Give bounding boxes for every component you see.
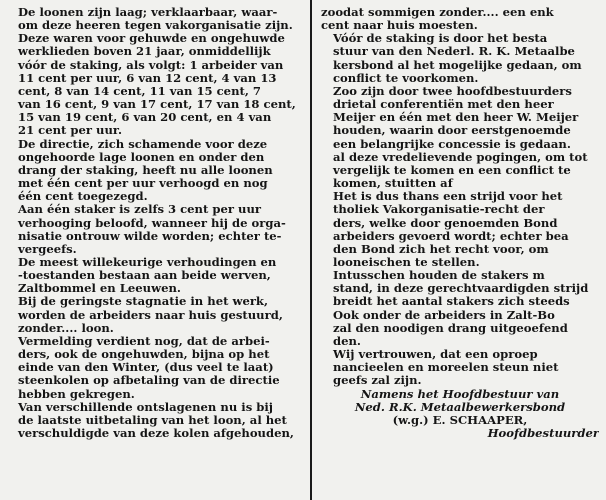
signature-line-3: (w.g.) E. SCHAAPER,: [392, 413, 528, 427]
paragraph-directie: De directie, zich schamende voor deze ongehoorde lage loonen en onder den drang der staking, heeft nu alle loonen met één cent per uur verhoogd en nog één cent toegezegd.: [18, 137, 273, 204]
column-divider: [310, 0, 312, 500]
paragraph-staker: Aan één staker is zelfs 3 cent per uur verhooging beloofd, wanneer hij de orga- nisatie ontrouw wilde worden; echter te- vergeefs.: [18, 203, 286, 256]
paragraph-zoodat: zoodat sommigen zonder.... een enk cent naar huis moesten.: [321, 6, 554, 33]
paragraph-strijd: Het is dus thans een strijd voor het tholiek Vakorganisatie-recht der ders, welke door genoemden Bond arbeiders gevoerd wordt; echter bea den Bond zich het recht voor, om looneischen te stellen.: [333, 190, 569, 269]
paragraph-vermelding: Vermelding verdient nog, dat de arbei- ders, ook de ongehuwden, bijna op het einde van den Winter, (dus veel te laat) steenkolen op afbetaling van de directie hebben gekregen.: [18, 334, 280, 401]
paragraph-intusschen: Intusschen houden de stakers m stand, in deze gerechtvaardigden strijd breidt het aantal stakers zich steeds: [333, 269, 589, 309]
paragraph-verhoudingen: De meest willekeurige verhoudingen en -toestanden bestaan aan beide werven, Zaltbommel en Leeuwen.: [18, 255, 277, 296]
paragraph-conferenties: Zoo zijn door twee hoofdbestuurders drietal conferentiën met den heer Meijer en één met den heer W. Meijer houden, waarin door eerstgenoemde een belangrijke concessie is gedaan. al deze vredelievende pogingen, om tot vergelijk te komen en een conflict te komen, stuitten af: [333, 84, 588, 191]
paragraph-loonen: De loonen zijn laag; verklaarbaar, waar- om deze heeren tegen vakorganisatie zijn. Deze waren voor gehuwde en ongehuwde werklieden boven 21 jaar, onmiddellijk vóór de staking, als volgt: 1 arbeider van 11 cent per uur, 6 van 12 cent, 4 van 13 cent, 8 van 14 cent, 11 van 15 cent, 7 van 16 cent, 9 van 17 cent, 17 van 18 cent, 15 van 19 cent, 6 van 20 cent, en 4 van 21 cent per uur.: [18, 6, 296, 138]
paragraph-zaltbommel: Ook onder de arbeiders in Zalt-Bo zal den noodigen drang uitgeoefend den.: [333, 308, 568, 348]
right-column: [321, 6, 599, 440]
paragraph-ontslagenen: Van verschillende ontslagenen nu is bij de laatste uitbetaling van het loon, al het verschuldigde van deze kolen afgehouden,: [18, 400, 294, 440]
signature-line-4: Hoofdbestuurder: [487, 427, 599, 440]
left-column: [6, 6, 302, 440]
paragraph-vertrouwen: Wij vertrouwen, dat een oproep nancieelen en moreelen steun niet geefs zal zijn.: [333, 348, 559, 388]
paragraph-staking-bestuur: Vóór de staking is door het besta stuur van den Nederl. R. K. Metaalbe kersbond al het mogelijke gedaan, om conflict te voorkomen.: [333, 32, 582, 85]
signature-line-2: Ned. R.K. Metaalbewerkersbond: [354, 400, 566, 414]
signature-line-1: Namens het Hoofdbestuur van: [360, 387, 560, 401]
paragraph-stagnatie: Bij de geringste stagnatie in het werk, worden de arbeiders naar huis gestuurd, zonder.... loon.: [18, 295, 283, 335]
signature-block: [321, 388, 599, 441]
